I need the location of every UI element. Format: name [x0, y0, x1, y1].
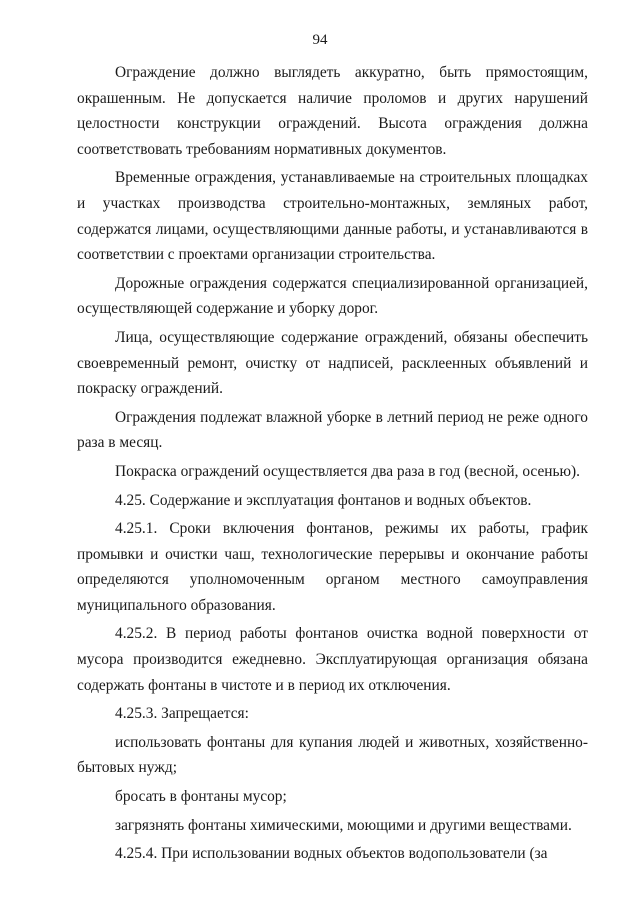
paragraph-4-25-2: 4.25.2. В период работы фонтанов очистка водной поверхности от мусора производится ежедневно. Эксплуатирующая организация обязана содержать фонтаны в чистоте и в период их отключения.: [77, 625, 588, 694]
paragraph-fence-appearance: Ограждение должно выглядеть аккуратно, быть прямостоящим, окрашенным. Не допускается наличие проломов и других нарушений целостности конструкции ограждений. Высота ограждения должна соответствовать требованиям нормативных документов.: [77, 64, 588, 158]
document-body: [77, 60, 588, 867]
section-heading-fountains: 4.25. Содержание и эксплуатация фонтанов и водных объектов.: [115, 491, 532, 509]
prohibition-item-bathing: использовать фонтаны для купания людей и животных, хозяйственно-бытовых нужд;: [77, 733, 588, 777]
prohibition-item-chemicals: загрязнять фонтаны химическими, моющими и другими веществами.: [115, 816, 572, 834]
paragraph-temporary-fences: Временные ограждения, устанавливаемые на строительных площадках и участках производства строительно-монтажных, земляных работ, содержатся лицами, осуществляющими данные работы, и устанавливаются в соответствии с проектами организации строительства.: [77, 169, 588, 264]
prohibition-item-litter: бросать в фонтаны мусор;: [115, 788, 287, 806]
paragraph-4-25-3: 4.25.3. Запрещается:: [115, 705, 249, 723]
paragraph-fence-wet-cleaning: Ограждения подлежат влажной уборке в летний период не реже одного раза в месяц.: [77, 408, 588, 452]
paragraph-fence-maintenance-duties: Лица, осуществляющие содержание ограждений, обязаны обеспечить своевременный ремонт, очистку от надписей, расклеенных объявлений и покраску ограждений.: [77, 328, 588, 398]
paragraph-fence-painting: Покраска ограждений осуществляется два раза в год (весной, осенью).: [115, 462, 581, 480]
paragraph-4-25-4: 4.25.4. При использовании водных объектов водопользователи (за: [115, 845, 548, 863]
paragraph-4-25-1: 4.25.1. Сроки включения фонтанов, режимы их работы, график промывки и очистки чаш, технологические перерывы и окончание работы определяются уполномоченным органом местного самоуправления муниципального образования.: [77, 520, 588, 614]
page-number: 94: [312, 32, 328, 48]
paragraph-road-fences: Дорожные ограждения содержатся специализированной организацией, осуществляющей содержание и уборку дорог.: [77, 274, 588, 318]
